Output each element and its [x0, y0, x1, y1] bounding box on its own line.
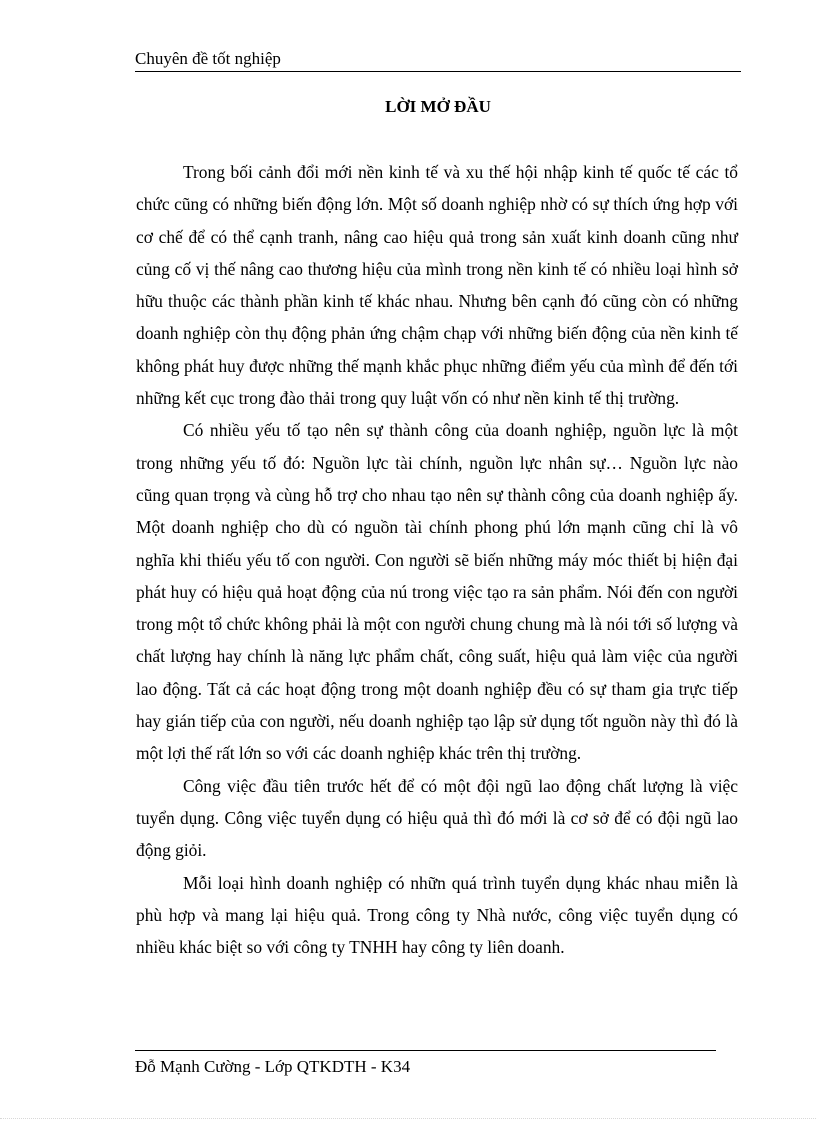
paragraph-4: Mỗi loại hình doanh nghiệp có nhữn quá trình tuyển dụng khác nhau miễn là phù hợp và mang lại hiệu quả. Trong công ty Nhà nước, công việc tuyển dụng có nhiều khác biệt so với công ty TNHH hay công ty liên doanh. [136, 872, 738, 958]
footer-divider [135, 1050, 716, 1051]
footer-text: Đỗ Mạnh Cường - Lớp QTKDTH - K34 [135, 1057, 411, 1076]
page-header [135, 47, 741, 72]
page-bottom-edge [0, 1118, 816, 1119]
page-title: LỜI MỞ ĐẦU [385, 97, 491, 116]
header-text: Chuyên đề tốt nghiệp [135, 49, 281, 68]
paragraph-2: Có nhiều yếu tố tạo nên sự thành công của doanh nghiệp, nguồn lực là một trong những yếu tố đó: Nguồn lực tài chính, nguồn lực nhân sự… Nguồn lực nào cũng quan trọng và cùng hỗ trợ cho nhau tạo nên sự thành công của doanh nghiệp ấy. Một doanh nghiệp cho dù có nguồn tài chính phong phú lớn mạnh cũng chỉ là vô nghĩa khi thiếu yếu tố con người. Con người sẽ biến những máy móc thiết bị hiện đại phát huy có hiệu quả hoạt động của nú trong việc tạo ra sản phẩm. Nói đến con người trong một tổ chức không phải là một con người chung chung mà là nói tới số lượng và chất lượng hay chính là năng lực phẩm chất, công suất, hiệu quả làm việc của người lao động. Tất cả các hoạt động trong một doanh nghiệp đều có sự tham gia trực tiếp hay gián tiếp của con người, nếu doanh nghiệp tạo lập sử dụng tốt nguồn này thì đó là một lợi thế rất lớn so với các doanh nghiệp khác trên thị trường. [136, 420, 738, 764]
document-body [136, 156, 738, 963]
page-footer [135, 1055, 410, 1079]
paragraph-1: Trong bối cảnh đổi mới nền kinh tế và xu thế hội nhập kinh tế quốc tế các tổ chức cũng có những biến động lớn. Một số doanh nghiệp nhờ có sự thích ứng hợp với cơ chế để có thể cạnh tranh, nâng cao hiệu quả trong sản xuất kinh doanh cũng như củng cố vị thế nâng cao thương hiệu của mình trong nền kinh tế có nhiều loại hình sở hữu thuộc các thành phần kinh tế khác nhau. Nhưng bên cạnh đó cũng còn có những doanh nghiệp còn thụ động phản ứng chậm chạp với những biến động của nền kinh tế không phát huy được những thế mạnh khắc phục những điểm yếu của mình để đến tới những kết cục trong đào thải trong quy luật vốn có như nền kinh tế thị trường. [136, 162, 738, 409]
paragraph-3: Công việc đầu tiên trước hết để có một đội ngũ lao động chất lượng là việc tuyển dụng. Công việc tuyển dụng có hiệu quả thì đó mới là cơ sở để có đội ngũ lao động giỏi. [136, 775, 738, 861]
